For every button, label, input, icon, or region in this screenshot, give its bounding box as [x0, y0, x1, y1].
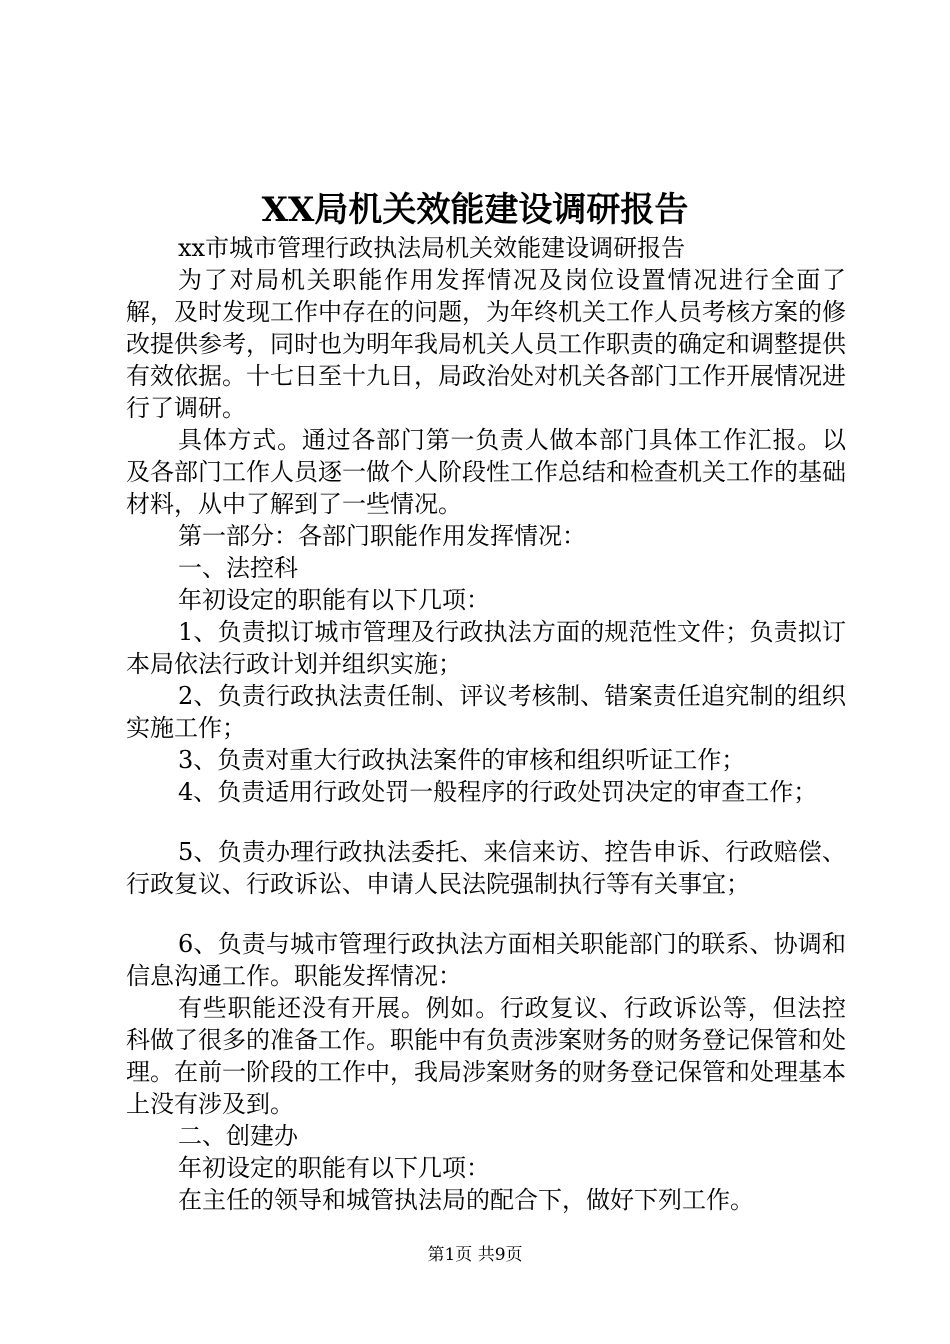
- paragraph-duty-2: 2、负责行政执法责任制、评议考核制、错案责任追究制的组织实施工作；: [126, 682, 846, 742]
- paragraph-method: 具体方式。通过各部门第一负责人做本部门具体工作汇报。以及各部门工作人员逐一做个人阶段性工作总结和检查机关工作的基础材料，从中了解到了一些情况。: [126, 426, 846, 518]
- blank-line: [126, 808, 846, 836]
- paragraph-intro: 为了对局机关职能作用发挥情况及岗位设置情况进行全面了解，及时发现工作中存在的问题，为年终机关工作人员考核方案的修改提供参考，同时也为明年我局机关人员工作职责的确定和调整提供有效依据。十七日至十九日，局政治处对机关各部门工作开展情况进行了调研。: [126, 266, 846, 422]
- paragraph-duty-3: 3、负责对重大行政执法案件的审核和组织听证工作；: [178, 746, 746, 774]
- paragraph-duties-intro: 年初设定的职能有以下几项：: [178, 586, 490, 614]
- paragraph-work-intro: 在主任的领导和城管执法局的配合下，做好下列工作。: [178, 1186, 754, 1214]
- paragraph-performance: 有些职能还没有开展。例如。行政复议、行政诉讼等，但法控科做了很多的准备工作。职能中有负责涉案财务的财务登记保管和处理。在前一阶段的工作中，我局涉案财务的财务登记保管和处理基本上没有涉及到。: [126, 994, 846, 1118]
- page-number: 第1页 共9页: [427, 1245, 523, 1265]
- paragraph-duties-intro-2: 年初设定的职能有以下几项：: [178, 1154, 490, 1182]
- paragraph-section-fakong: 一、法控科: [178, 554, 298, 582]
- paragraph-section-chuangjian: 二、创建办: [178, 1122, 298, 1150]
- paragraph-subtitle: xx市城市管理行政执法局机关效能建设调研报告: [178, 234, 686, 262]
- document-body: [126, 232, 846, 1216]
- paragraph-duty-1: 1、负责拟订城市管理及行政执法方面的规范性文件；负责拟订本局依法行政计划并组织实施；: [126, 618, 846, 678]
- document-title: XX局机关效能建设调研报告: [261, 190, 689, 230]
- blank-line: [126, 900, 846, 928]
- paragraph-part-one-heading: 第一部分：各部门职能作用发挥情况：: [178, 522, 586, 550]
- paragraph-duty-5: 5、负责办理行政执法委托、来信来访、控告申诉、行政赔偿、行政复议、行政诉讼、申请人民法院强制执行等有关事宜；: [126, 838, 846, 898]
- paragraph-duty-4: 4、负责适用行政处罚一般程序的行政处罚决定的审查工作；: [178, 778, 818, 806]
- paragraph-duty-6: 6、负责与城市管理行政执法方面相关职能部门的联系、协调和信息沟通工作。职能发挥情况：: [126, 930, 846, 990]
